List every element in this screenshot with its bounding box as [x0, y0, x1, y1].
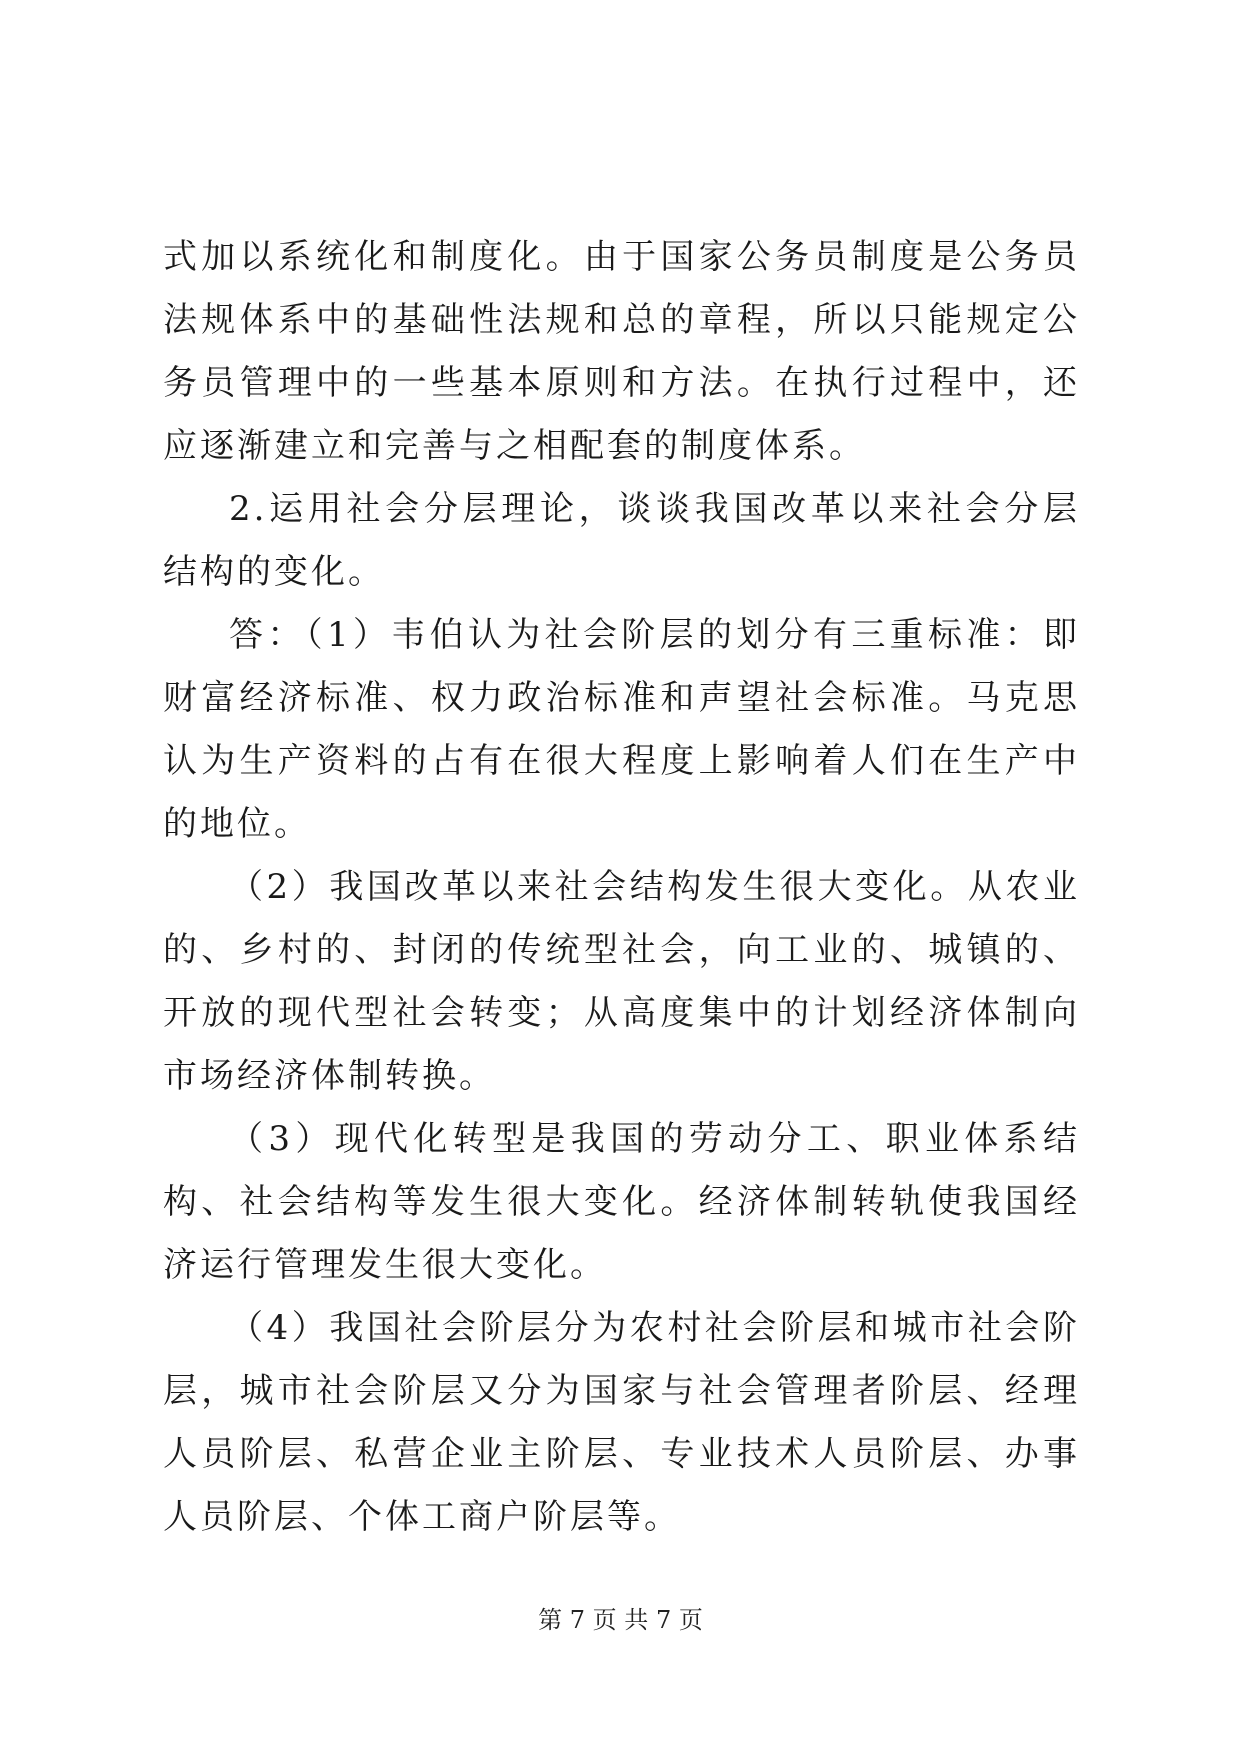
answer-point-2: （2）我国改革以来社会结构发生很大变化。从农业的、乡村的、封闭的传统型社会，向工业的、城镇的、开放的现代型社会转变；从高度集中的计划经济体制向市场经济体制转换。	[163, 867, 1080, 1096]
question-2: 2.运用社会分层理论，谈谈我国改革以来社会分层结构的变化。	[163, 489, 1080, 592]
document-body	[163, 226, 1080, 1549]
paragraph-continuation: 式加以系统化和制度化。由于国家公务员制度是公务员法规体系中的基础性法规和总的章程，所以只能规定公务员管理中的一些基本原则和方法。在执行过程中，还应逐渐建立和完善与之相配套的制度体系。	[163, 237, 1080, 466]
answer-point-3: （3）现代化转型是我国的劳动分工、职业体系结构、社会结构等发生很大变化。经济体制转轨使我国经济运行管理发生很大变化。	[163, 1119, 1080, 1285]
page-number-label: 第 7 页 共 7 页	[538, 1606, 703, 1634]
answer-point-1: 答：（1）韦伯认为社会阶层的划分有三重标准：即财富经济标准、权力政治标准和声望社会标准。马克思认为生产资料的占有在很大程度上影响着人们在生产中的地位。	[163, 615, 1080, 844]
answer-point-4: （4）我国社会阶层分为农村社会阶层和城市社会阶层，城市社会阶层又分为国家与社会管理者阶层、经理人员阶层、私营企业主阶层、专业技术人员阶层、办事人员阶层、个体工商户阶层等。	[163, 1308, 1080, 1537]
page-footer	[0, 1605, 1241, 1635]
